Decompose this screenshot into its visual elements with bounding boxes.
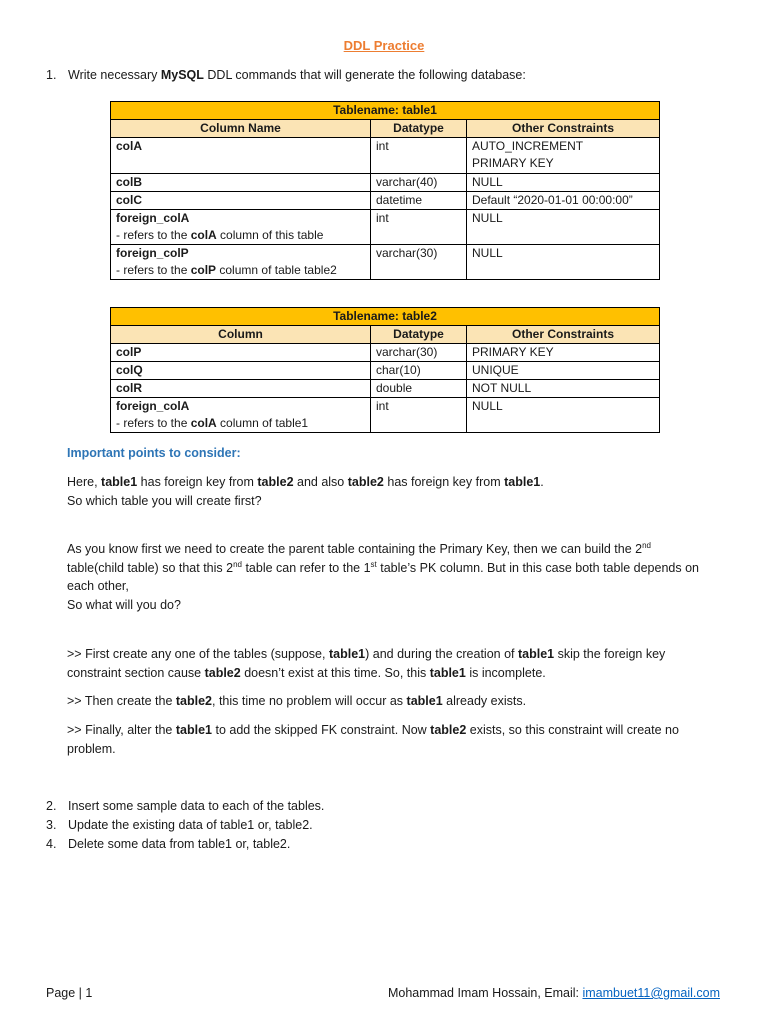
cell-constraints: NULL (467, 398, 660, 433)
cell-datatype: char(10) (371, 362, 467, 380)
paragraph-explanation: As you know first we need to create the parent table containing the Primary Key, then we can build the 2nd table(child table) so that this 2nd table can refer to the 1st table’s PK column. But in this case both table depends on each other, So what will you do? (67, 540, 699, 612)
cell-column-name: foreign_colA - refers to the colA column of table1 (111, 398, 371, 433)
cell-constraints: NOT NULL (467, 380, 660, 398)
question-text: DDL commands that will generate the following database: (203, 68, 526, 82)
table-row (111, 380, 660, 398)
table-header-row (111, 120, 660, 138)
cell-constraints: PRIMARY KEY (467, 344, 660, 362)
column-header: Column Name (111, 120, 371, 138)
cell-column-name: foreign_colP - refers to the colP column of table table2 (111, 245, 371, 280)
cell-column-name: colR (111, 380, 371, 398)
page-number: Page | 1 (46, 986, 93, 1000)
cell-datatype: int (371, 138, 467, 174)
table-title-row (111, 102, 660, 120)
cell-constraints: AUTO_INCREMENT PRIMARY KEY (467, 138, 660, 174)
column-header: Datatype (371, 326, 467, 344)
table-row (111, 362, 660, 380)
paragraph-step-2: >> Then create the table2, this time no problem will occur as table1 already exists. (67, 694, 527, 708)
cell-constraints: NULL (467, 245, 660, 280)
column-header: Other Constraints (467, 326, 660, 344)
cell-column-name: colA (111, 138, 371, 174)
cell-datatype: varchar(30) (371, 344, 467, 362)
question-2: 2. Insert some sample data to each of the tables. (46, 799, 325, 813)
cell-column-name: colP (111, 344, 371, 362)
page-title: DDL Practice (343, 38, 425, 53)
question-4: 4. Delete some data from table1 or, table2. (46, 837, 291, 851)
table-header-row (111, 326, 660, 344)
column-header: Other Constraints (467, 120, 660, 138)
table-title-row (111, 308, 660, 326)
email-link[interactable]: imambuet11@gmail.com (582, 986, 720, 1000)
cell-datatype: datetime (371, 192, 467, 210)
question-1 (46, 66, 526, 84)
cell-column-name: foreign_colA - refers to the colA column of this table (111, 210, 371, 245)
cell-datatype: varchar(40) (371, 174, 467, 192)
table-row (111, 192, 660, 210)
footer-author: Mohammad Imam Hossain, Email: imambuet11@gmail.com (387, 986, 720, 1000)
paragraph-dependency: Here, table1 has foreign key from table2 and also table2 has foreign key from table1. So which table you will create first? (67, 475, 544, 508)
table-title: Tablename: table2 (111, 308, 660, 326)
cell-datatype: int (371, 210, 467, 245)
cell-column-name: colQ (111, 362, 371, 380)
question-text-bold: MySQL (160, 68, 204, 82)
table-row (111, 344, 660, 362)
cell-constraints: Default “2020-01-01 00:00:00” (467, 192, 660, 210)
cell-column-name: colB (111, 174, 371, 192)
column-header: Column (111, 326, 371, 344)
table1-spec (110, 101, 660, 280)
paragraph-step-1: >> First create any one of the tables (suppose, table1) and during the creation of table1 skip the foreign key constraint section cause table2 doesn’t exist at this time. So, this table1 is incomplete. (67, 647, 666, 680)
cell-datatype: varchar(30) (371, 245, 467, 280)
cell-datatype: double (371, 380, 467, 398)
table2-spec (110, 307, 660, 433)
table-row (111, 245, 660, 280)
table-title: Tablename: table1 (111, 102, 660, 120)
question-number: 1. (46, 68, 57, 82)
table-row (111, 174, 660, 192)
cell-constraints: NULL (467, 174, 660, 192)
table-row (111, 210, 660, 245)
table-row (111, 138, 660, 174)
question-text: Write necessary (68, 68, 161, 82)
cell-column-name: colC (111, 192, 371, 210)
question-3: 3. Update the existing data of table1 or, table2. (46, 818, 313, 832)
table-row (111, 398, 660, 433)
paragraph-step-3: >> Finally, alter the table1 to add the skipped FK constraint. Now table2 exists, so this constraint will create no problem. (67, 723, 679, 756)
cell-constraints: NULL (467, 210, 660, 245)
cell-datatype: int (371, 398, 467, 433)
cell-constraints: UNIQUE (467, 362, 660, 380)
important-heading: Important points to consider: (67, 446, 241, 460)
column-header: Datatype (371, 120, 467, 138)
